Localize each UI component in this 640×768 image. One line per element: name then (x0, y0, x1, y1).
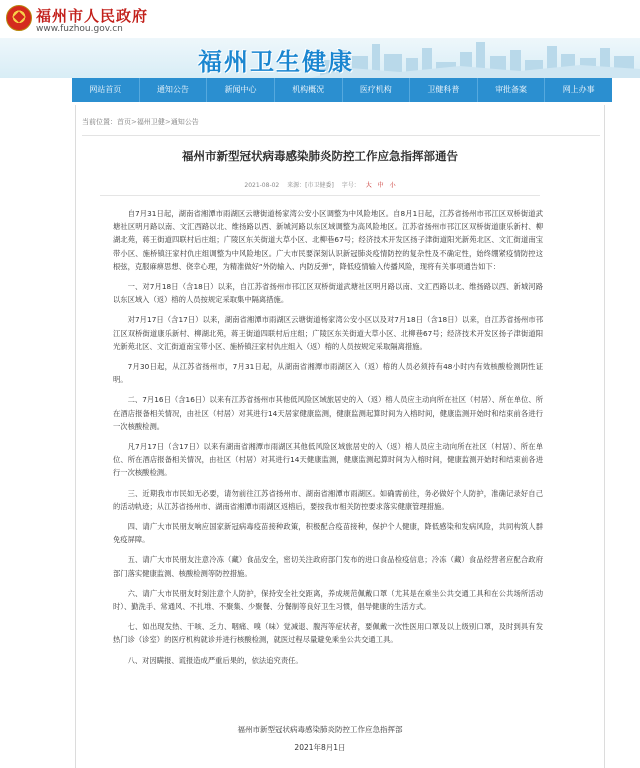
nav-item-science[interactable]: 卫健科普 (410, 78, 478, 102)
article-paragraph: 一、对7月18日（含18日）以来，自江苏省扬州市邗江区双桥街道武塘社区明月路以南、文汇西路以北、维扬路以西、新城河路以东区域入（返）榕的人员按规定采取集中隔离措施。 (113, 282, 543, 305)
site-url: www.fuzhou.gov.cn (36, 24, 123, 34)
breadcrumb (82, 117, 199, 127)
signature-date: 2021年8月1日 (294, 743, 346, 752)
divider (82, 135, 600, 136)
nav-item-notices[interactable]: 通知公告 (140, 78, 208, 102)
article-paragraph: 凡7月17日（含17日）以来有湖南省湘潭市雨湖区其他低风险区域旅居史的入（返）榕人员应主动向所在社区（村居）、所在单位、所在酒店报备相关情况，由社区（村居）对其进行14天健康监测，健康监测起算时间为入榕时间，健康监测开始时和结束前各进行一次核酸检测。 (113, 442, 543, 478)
article-source: 来源：[市卫健委] (287, 182, 334, 189)
article-paragraph: 五、请广大市民朋友注意冷冻（藏）食品安全，密切关注政府部门发布的进口食品检疫信息；冷冻（藏）食品经营者应配合政府部门落实健康监测、核酸检测等防控措施。 (113, 555, 543, 578)
nav-item-about[interactable]: 机构概况 (275, 78, 343, 102)
article-paragraph: 7月30日起，从江苏省扬州市，7月31日起，从湖南省湘潭市雨湖区入（返）榕的人员必须持有48小时内有效核酸检测阴性证明。 (113, 362, 543, 385)
main-nav (72, 78, 612, 102)
article-paragraph: 自7月31日起，湖南省湘潭市雨湖区云塘街道杨家湾公安小区调整为中风险地区。自8月1日起，江苏省扬州市邗江区双桥街道武塘社区明月路以南、文汇西路以北、维扬路以西、新城河路以东区域调整为高风险地区。江苏省扬州市邗江区双桥街道康乐新村、柳湖北苑，蒋王街道四联村后庄组；广陵区东关街道大草小区、北柳巷67号；经济技术开发区扬子津街道阳光新苑北区、文汇街道南宝带小区、施桥镇汪家村仇庄组调整为中风险地区。广大市民要深刻认识新冠肺炎疫情防控的复杂性及不确定性，始终绷紧疫情防控这根弦，克服麻痹思想、侥幸心理，为精准做好“外防输入、内防反弹”，降低疫情输入传播风险，现将有关事项通告如下： (113, 209, 543, 271)
nav-item-approval[interactable]: 审批备案 (478, 78, 546, 102)
font-size-label: 字号： (341, 182, 360, 189)
breadcrumb-separator: > (131, 118, 137, 126)
article-meta (0, 180, 640, 189)
font-size-small-button[interactable]: 小 (389, 182, 396, 189)
article-paragraph: 七、如出现发热、干咳、乏力、咽痛、嗅（味）觉减退、腹泻等症状者，要佩戴一次性医用口罩及以上级别口罩，及时到具有发热门诊（诊室）的医疗机构就诊并进行核酸检测，就医过程尽量避免乘坐公共交通工具。 (113, 622, 543, 645)
banner (0, 38, 640, 78)
article-date: 2021-08-02 (244, 182, 280, 189)
font-size-medium-button[interactable]: 中 (377, 182, 384, 189)
banner-title: 福州卫生健康 (198, 47, 354, 76)
nav-item-news[interactable]: 新闻中心 (207, 78, 275, 102)
article-title: 福州市新型冠状病毒感染肺炎防控工作应急指挥部通告 (182, 149, 458, 163)
city-skyline-icon (310, 38, 640, 78)
breadcrumb-item-section[interactable]: 福州卫健 (136, 118, 165, 126)
breadcrumb-separator: > (164, 118, 171, 126)
article-paragraph: 四、请广大市民朋友响应国家新冠病毒疫苗接种政策，积极配合疫苗接种，保护个人健康，降低感染和发病风险，共同构筑人群免疫屏障。 (113, 522, 543, 545)
signature-org: 福州市新型冠状病毒感染肺炎防控工作应急指挥部 (237, 725, 403, 734)
nav-item-hospitals[interactable]: 医疗机构 (343, 78, 411, 102)
top-header (0, 0, 640, 38)
article-paragraph: 八、对因瞒报、谎报造成严重后果的，依法追究责任。 (127, 655, 303, 665)
nav-item-online-service[interactable]: 网上办事 (562, 85, 595, 94)
national-emblem-icon[interactable] (6, 5, 32, 31)
article-paragraph: 二、7月16日（含16日）以来有江苏省扬州市其他低风险区域旅居史的入（返）榕人员应主动向所在社区（村居）、所在单位、所在酒店报备相关情况，由社区（村居）对其进行14天居家健康监测，健康监测起算时间为入榕时间，健康监测开始时和结束前各进行一次核酸检测。 (113, 395, 543, 431)
breadcrumb-item-current[interactable]: 通知公告 (170, 118, 199, 126)
nav-item-home[interactable]: 网站首页 (72, 78, 140, 102)
breadcrumb-prefix: 当前位置： (82, 118, 117, 126)
article-body (113, 207, 543, 674)
font-size-large-button[interactable]: 大 (365, 182, 372, 189)
site-name[interactable]: 福州市人民政府 (36, 7, 149, 25)
article-paragraph: 六、请广大市民朋友时刻注意个人防护，保持安全社交距离，养成规范佩戴口罩（尤其是在乘坐公共交通工具和在公共场所活动时）、勤洗手、常通风、不扎堆、不聚集、少聚餐、分餐制等良好卫生习惯，倡导健康的生活方式。 (113, 588, 543, 612)
breadcrumb-item-home[interactable]: 首页 (117, 118, 131, 126)
divider (100, 195, 540, 196)
article-paragraph: 对7月17日（含17日）以来，湖南省湘潭市雨湖区云塘街道杨家湾公安小区以及对7月18日（含18日）以来，自江苏省扬州市邗江区双桥街道康乐新村、柳湖北苑，蒋王街道四联村后庄组；广陵区东关街道大草小区、北柳巷67号；经济技术开发区扬子津街道阳光新苑北区、文汇街道南宝带小区、施桥镇汪家村仇庄组入（返）榕的人员按规定采取隔离措施。 (113, 315, 543, 351)
article-paragraph: 三、近期我市市民如无必要，请勿前往江苏省扬州市、湖南省湘潭市雨湖区。如确需前往，务必做好个人防护，准确记录好自己的活动轨迹；从江苏省扬州市、湖南省湘潭市雨湖区返榕后，要按我市相关防控要求落实健康管理措施。 (113, 488, 543, 511)
